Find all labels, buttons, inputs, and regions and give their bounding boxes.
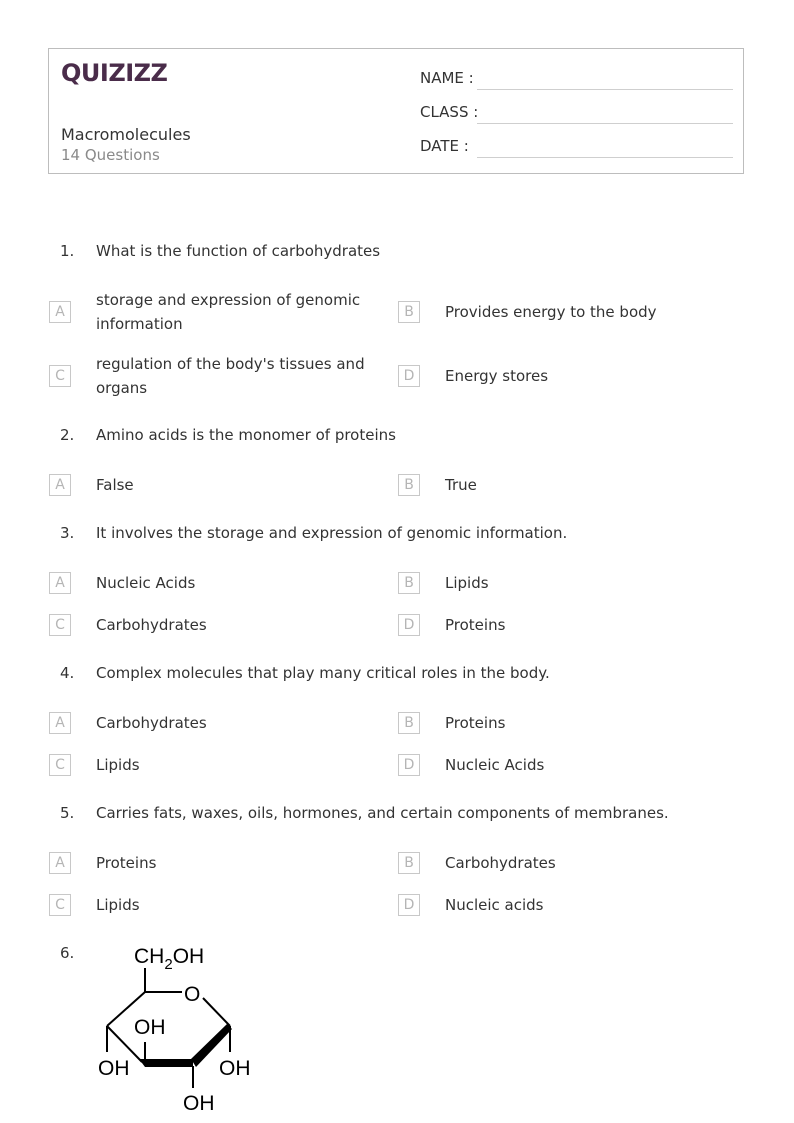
option-letter-box[interactable]: B xyxy=(398,712,420,734)
option-letter-box[interactable]: B xyxy=(398,301,420,323)
option-text: Carbohydrates xyxy=(96,714,207,732)
name-label: NAME : xyxy=(420,69,474,87)
ring-oxygen-label: O xyxy=(184,983,201,1006)
option-text: True xyxy=(445,476,477,494)
option-text: Nucleic Acids xyxy=(445,756,545,774)
question-count: 14 Questions xyxy=(61,146,160,164)
question-text: Complex molecules that play many critical roles in the body. xyxy=(96,664,550,682)
date-field[interactable] xyxy=(477,157,733,158)
option-text: Nucleic acids xyxy=(445,896,544,914)
hydroxyl-label: OH xyxy=(134,1016,166,1039)
option-letter-box[interactable]: B xyxy=(398,474,420,496)
option-text: storage and expression of genomic information xyxy=(96,291,361,333)
option-letter-box[interactable]: C xyxy=(49,754,71,776)
question-number: 5. xyxy=(60,804,75,822)
option-text: Lipids xyxy=(96,896,140,914)
option-text: regulation of the body's tissues and organs xyxy=(96,355,365,397)
hydroxyl-label: OH xyxy=(219,1057,251,1080)
option-letter-box[interactable]: D xyxy=(398,614,420,636)
question-text: Amino acids is the monomer of proteins xyxy=(96,426,396,444)
option-letter-box[interactable]: A xyxy=(49,712,71,734)
option-text: Carbohydrates xyxy=(96,616,207,634)
option-text: Proteins xyxy=(445,714,506,732)
option-letter-box[interactable]: D xyxy=(398,894,420,916)
option-letter-box[interactable]: C xyxy=(49,894,71,916)
question-number: 3. xyxy=(60,524,75,542)
question-number: 2. xyxy=(60,426,75,444)
class-field[interactable] xyxy=(477,123,733,124)
bold-bond-wedge xyxy=(139,1059,193,1067)
option-letter-box[interactable]: B xyxy=(398,572,420,594)
question-number: 6. xyxy=(60,944,75,962)
option-letter-box[interactable]: C xyxy=(49,614,71,636)
option-text: Lipids xyxy=(96,756,140,774)
question-number: 1. xyxy=(60,242,75,260)
name-field[interactable] xyxy=(477,89,733,90)
option-text: Carbohydrates xyxy=(445,854,556,872)
option-text: Proteins xyxy=(445,616,506,634)
option-text: Energy stores xyxy=(445,367,549,385)
class-label: CLASS : xyxy=(420,103,479,121)
question-text: It involves the storage and expression of genomic information. xyxy=(96,524,568,542)
hydroxyl-label: OH xyxy=(183,1092,215,1115)
date-label: DATE : xyxy=(420,137,469,155)
quizizz-logo: QUIZIZZ xyxy=(61,59,168,87)
ch2oh-label: $CH_2OH$ xyxy=(134,945,205,973)
option-letter-box[interactable]: D xyxy=(398,754,420,776)
glucose-structure-diagram xyxy=(90,938,270,1118)
question-number: 4. xyxy=(60,664,75,682)
option-text: Lipids xyxy=(445,574,489,592)
option-letter-box[interactable]: C xyxy=(49,365,71,387)
option-letter-box[interactable]: A xyxy=(49,572,71,594)
option-text: Nucleic Acids xyxy=(96,574,196,592)
option-letter-box[interactable]: A xyxy=(49,852,71,874)
bond-line xyxy=(203,998,230,1026)
option-letter-box[interactable]: A xyxy=(49,474,71,496)
question-text: Carries fats, waxes, oils, hormones, and certain components of membranes. xyxy=(96,804,669,822)
worksheet-header xyxy=(48,48,744,174)
question-text: What is the function of carbohydrates xyxy=(96,242,381,260)
option-letter-box[interactable]: A xyxy=(49,301,71,323)
hydroxyl-label: OH xyxy=(98,1057,130,1080)
option-letter-box[interactable]: B xyxy=(398,852,420,874)
option-text: False xyxy=(96,476,134,494)
worksheet-title: Macromolecules xyxy=(61,125,191,144)
option-text: Provides energy to the body xyxy=(445,303,657,321)
option-text: Proteins xyxy=(96,854,157,872)
option-letter-box[interactable]: D xyxy=(398,365,420,387)
